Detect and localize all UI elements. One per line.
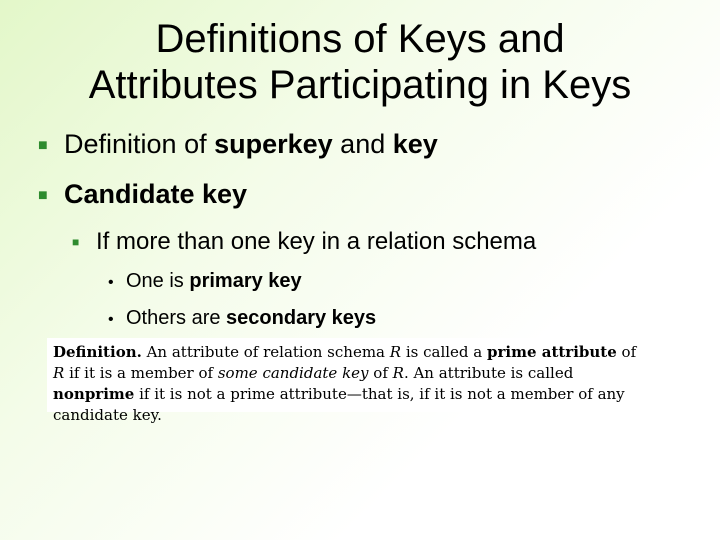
title-line-1: Definitions of Keys and [155,17,565,61]
bullet-list [38,128,708,343]
sub-sub-bullet-secondary [108,306,708,332]
title-line-2: Attributes Participating in Keys [88,63,632,107]
slide-title [0,16,720,108]
square-bullet-icon: ■ [38,187,48,204]
square-bullet-icon: ■ [38,137,48,154]
sub-bullet-text: If more than one key in a relation schema [96,228,537,255]
dot-bullet-icon: • [108,274,114,291]
bullet-candidate-key [38,178,708,215]
dot-bullet-icon: • [108,311,114,328]
sub-sub-bullet-text: One is primary key [126,270,302,292]
definition-label: Definition. [53,343,142,361]
sub-sub-bullet-text: Others are secondary keys [126,307,377,329]
bullet-text: Candidate key [64,179,248,209]
sub-sub-bullet-primary [108,269,708,295]
nonprime-term: nonprime [53,385,135,403]
bullet-text: Definition of superkey and key [64,129,438,159]
sub-bullet-multiple-keys [72,228,708,259]
definition-box: Definition. An attribute of relation schema R is called a prime attribute of R if it is a member of some candidate key of R. An attribute is called nonprime if it is not a prime attribute—that is, if it is not a member of any candidate key. [47,338,651,412]
prime-attribute-term: prime attribute [487,343,617,361]
square-bullet-icon: ■ [72,235,80,249]
bullet-superkey [38,128,708,165]
